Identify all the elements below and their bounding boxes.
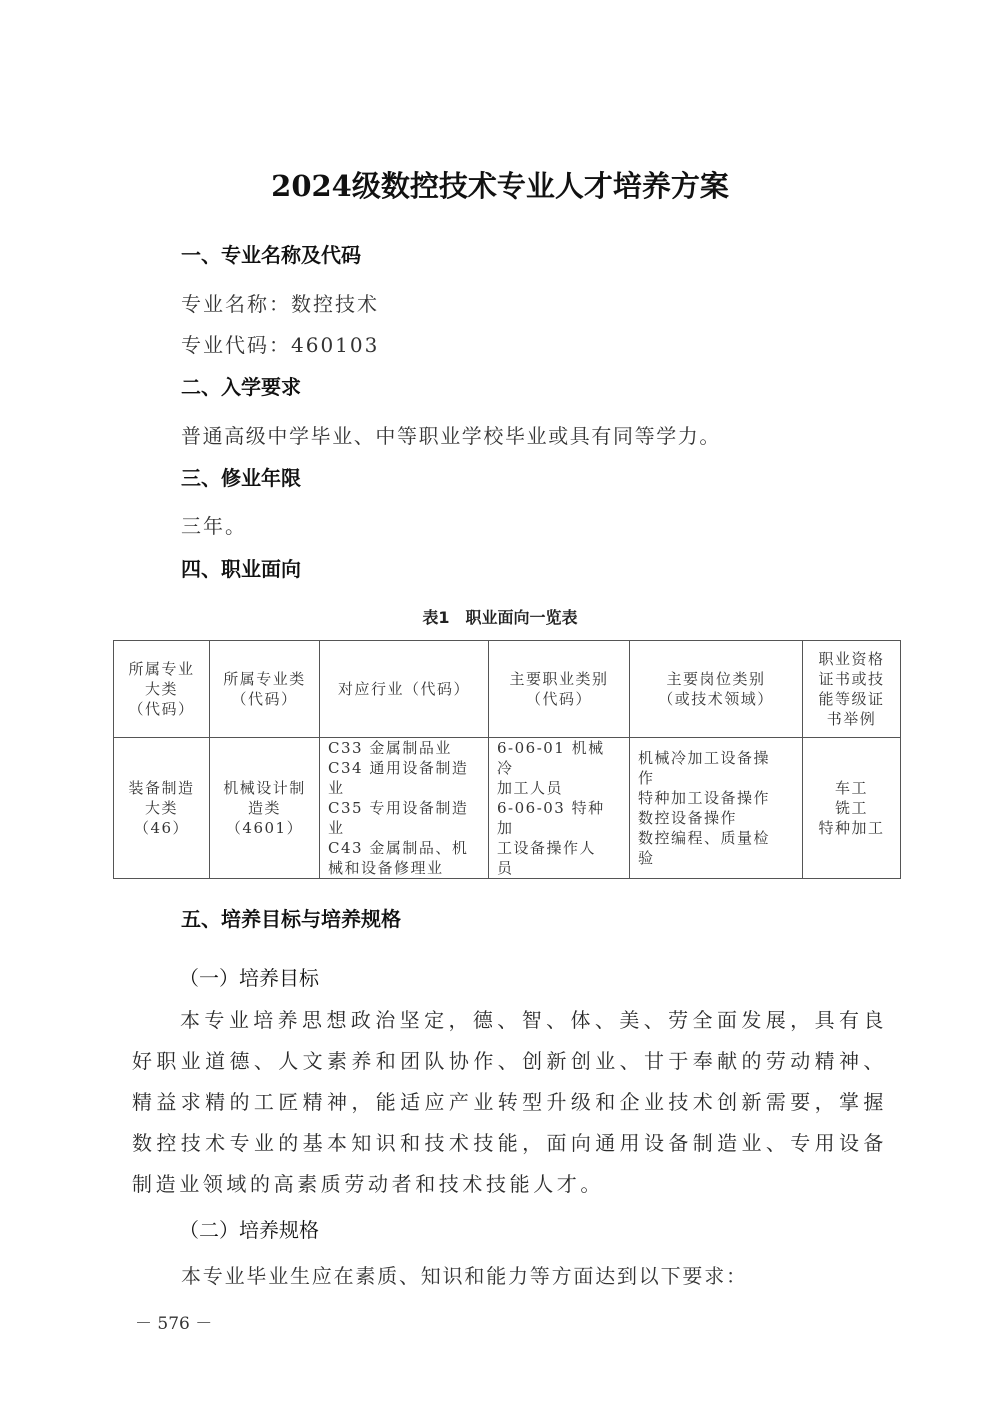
cell-text: 数控设备操作: [638, 809, 738, 827]
cell-certificate: [803, 738, 901, 879]
cell-text: 机械冷加工设备操: [638, 749, 771, 767]
header-text: （或技术领域）: [658, 690, 774, 708]
cell-text: 械和设备修理业: [328, 859, 444, 877]
subsection-2-heading: （二）培养规格: [179, 1218, 319, 1242]
header-text: 大类: [144, 680, 178, 698]
section-2-heading: 二、入学要求: [181, 375, 301, 399]
admission-requirement-text: 普通高级中学毕业、中等职业学校毕业或具有同等学力。: [181, 424, 721, 448]
header-text: 所属专业类: [223, 670, 306, 688]
header-position: [630, 641, 803, 738]
header-text: （代码）: [128, 700, 195, 718]
cell-text: 造类: [247, 799, 281, 817]
header-text: 书举例: [826, 710, 877, 728]
study-duration-text: 三年。: [181, 514, 247, 538]
cell-text: 业: [328, 819, 345, 837]
header-major-category: [114, 641, 210, 738]
training-spec-intro: 本专业毕业生应在素质、知识和能力等方面达到以下要求：: [181, 1264, 748, 1288]
cell-text: （46）: [133, 819, 190, 837]
cell-text: 工设备操作人: [497, 839, 597, 857]
section-3-heading: 三、修业年限: [181, 466, 301, 490]
header-text: 所属专业: [128, 660, 195, 678]
cell-text: 6-06-03 特种加: [497, 799, 605, 837]
header-occupation: [489, 641, 630, 738]
cell-text: C33 金属制品业: [328, 739, 452, 757]
cell-text: 机械设计制: [223, 779, 306, 797]
training-goal-paragraph: 本专业培养思想政治坚定，德、智、体、美、劳全面发展，具有良好职业道德、人文素养和团队协作、创新创业、甘于奉献的劳动精神、精益求精的工匠精神，能适应产业转型升级和企业技术创新需要，掌握数控技术专业的基本知识和技术技能，面向通用设备制造业、专用设备制造业领域的高素质劳动者和技术技能人才。: [132, 1008, 887, 1196]
cell-major-category: [114, 738, 210, 879]
section-4-heading: 四、职业面向: [181, 557, 301, 581]
header-major-class: [210, 641, 320, 738]
header-text: 主要岗位类别: [666, 670, 766, 688]
cell-position: [630, 738, 803, 879]
header-certificate: [803, 641, 901, 738]
cell-text: （4601）: [225, 819, 304, 837]
header-text: 证书或技: [818, 670, 885, 688]
section-5-heading: 五、培养目标与培养规格: [181, 907, 401, 931]
table-row: [114, 738, 901, 879]
cell-text: 特种加工设备操作: [638, 789, 771, 807]
table-header-row: [114, 641, 901, 738]
cell-text: 员: [497, 859, 514, 877]
cell-text: 装备制造: [128, 779, 195, 797]
occupation-table: [113, 640, 901, 879]
cell-text: 数控编程、质量检: [638, 829, 771, 847]
header-text: （代码）: [525, 690, 592, 708]
section-1-heading: 一、专业名称及代码: [181, 243, 361, 267]
cell-text: C35 专用设备制造: [328, 799, 469, 817]
cell-text: 车工: [834, 779, 868, 797]
header-text: 主要职业类别: [509, 670, 609, 688]
header-text: 对应行业（代码）: [337, 680, 470, 698]
cell-text: C43 金属制品、机: [328, 839, 469, 857]
cell-text: 加工人员: [497, 779, 564, 797]
cell-text: 作: [638, 769, 655, 787]
cell-industry: [320, 738, 489, 879]
cell-major-class: [210, 738, 320, 879]
cell-text: 验: [638, 849, 655, 867]
cell-text: 6-06-01 机械冷: [497, 739, 605, 777]
page-number: － 576 －: [135, 1314, 213, 1334]
document-title: 2024级数控技术专业人才培养方案: [271, 169, 729, 203]
subsection-1-heading: （一）培养目标: [179, 966, 319, 990]
cell-occupation: [489, 738, 630, 879]
header-industry: [320, 641, 489, 738]
cell-text: 特种加工: [818, 819, 885, 837]
header-text: 能等级证: [818, 690, 885, 708]
table-caption: 表1 职业面向一览表: [422, 608, 578, 627]
cell-text: 大类: [144, 799, 178, 817]
cell-text: C34 通用设备制造: [328, 759, 469, 777]
cell-text: 铣工: [834, 799, 868, 817]
major-code-line: 专业代码：460103: [181, 333, 380, 357]
header-text: 职业资格: [818, 650, 885, 668]
major-name-line: 专业名称：数控技术: [181, 292, 379, 316]
cell-text: 业: [328, 779, 345, 797]
header-text: （代码）: [231, 690, 298, 708]
